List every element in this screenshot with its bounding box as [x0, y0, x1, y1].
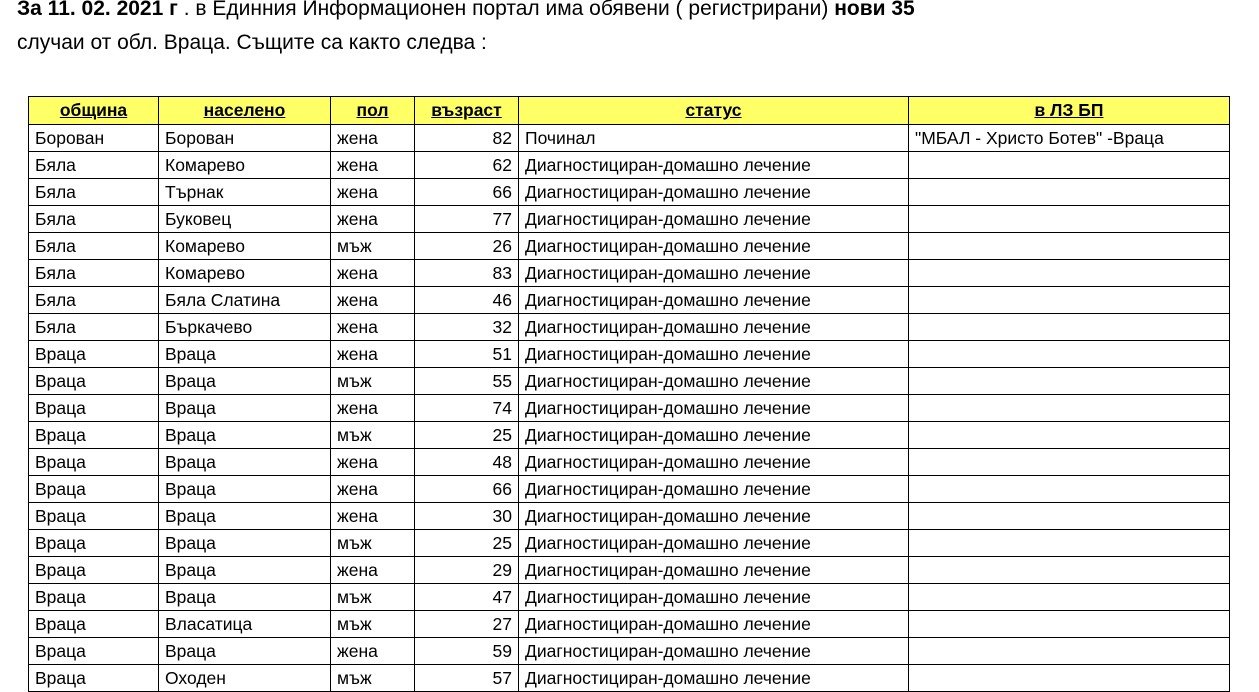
cell-status: Диагностициран-домашно лечение	[519, 368, 909, 395]
cell-municipality: Враца	[29, 584, 159, 611]
cell-hospital	[909, 638, 1230, 665]
table-row	[29, 179, 1230, 206]
cell-municipality: Бяла	[29, 179, 159, 206]
cell-status: Диагностициран-домашно лечение	[519, 503, 909, 530]
cell-age: 51	[415, 341, 519, 368]
cell-hospital	[909, 422, 1230, 449]
cell-age: 30	[415, 503, 519, 530]
cell-status: Диагностициран-домашно лечение	[519, 611, 909, 638]
table-row	[29, 152, 1230, 179]
cell-sex: жена	[331, 260, 415, 287]
table-row	[29, 314, 1230, 341]
cell-municipality: Враца	[29, 530, 159, 557]
cell-hospital	[909, 152, 1230, 179]
table-row	[29, 287, 1230, 314]
cell-municipality: Бяла	[29, 233, 159, 260]
intro-text-1: . в Единния Информационен портал има обявени ( регистрирани)	[177, 0, 835, 20]
cell-settlement: Враца	[159, 395, 331, 422]
cell-municipality: Враца	[29, 503, 159, 530]
cell-settlement: Враца	[159, 449, 331, 476]
cell-hospital	[909, 368, 1230, 395]
cell-age: 59	[415, 638, 519, 665]
cell-sex: жена	[331, 125, 415, 152]
cell-settlement: Враца	[159, 530, 331, 557]
cell-settlement: Комарево	[159, 260, 331, 287]
table-row	[29, 638, 1230, 665]
table-row	[29, 422, 1230, 449]
table-row	[29, 260, 1230, 287]
header-sex: пол	[331, 97, 415, 125]
cell-status: Починал	[519, 125, 909, 152]
cell-hospital	[909, 287, 1230, 314]
intro-new-count: нови 35	[834, 0, 915, 20]
cell-hospital	[909, 665, 1230, 692]
header-hospital: в ЛЗ БП	[909, 97, 1230, 125]
cell-sex: мъж	[331, 665, 415, 692]
cell-settlement: Буковец	[159, 206, 331, 233]
cell-status: Диагностициран-домашно лечение	[519, 449, 909, 476]
table-header-row	[29, 97, 1230, 125]
cell-settlement: Комарево	[159, 152, 331, 179]
cell-hospital	[909, 584, 1230, 611]
cell-municipality: Враца	[29, 368, 159, 395]
table-row	[29, 584, 1230, 611]
cell-age: 66	[415, 179, 519, 206]
cell-hospital: "МБАЛ - Христо Ботев" -Враца	[909, 125, 1230, 152]
cell-age: 25	[415, 530, 519, 557]
cell-status: Диагностициран-домашно лечение	[519, 665, 909, 692]
cell-settlement: Оходен	[159, 665, 331, 692]
cell-municipality: Бяла	[29, 206, 159, 233]
cell-age: 27	[415, 611, 519, 638]
table-row	[29, 449, 1230, 476]
cell-status: Диагностициран-домашно лечение	[519, 179, 909, 206]
cell-status: Диагностициран-домашно лечение	[519, 287, 909, 314]
cell-sex: жена	[331, 476, 415, 503]
intro-paragraph	[17, 0, 1247, 60]
cell-age: 47	[415, 584, 519, 611]
table-row	[29, 476, 1230, 503]
cell-sex: жена	[331, 341, 415, 368]
header-age: възраст	[415, 97, 519, 125]
cell-status: Диагностициран-домашно лечение	[519, 152, 909, 179]
cell-sex: жена	[331, 395, 415, 422]
cell-age: 46	[415, 287, 519, 314]
cell-sex: жена	[331, 287, 415, 314]
cell-municipality: Бяла	[29, 260, 159, 287]
cell-settlement: Власатица	[159, 611, 331, 638]
cell-sex: жена	[331, 314, 415, 341]
cell-settlement: Враца	[159, 638, 331, 665]
cell-sex: жена	[331, 449, 415, 476]
cell-settlement: Враца	[159, 476, 331, 503]
cell-sex: мъж	[331, 584, 415, 611]
cell-status: Диагностициран-домашно лечение	[519, 422, 909, 449]
cell-status: Диагностициран-домашно лечение	[519, 584, 909, 611]
intro-date: За 11. 02. 2021 г	[17, 0, 178, 20]
cell-settlement: Борован	[159, 125, 331, 152]
cell-age: 74	[415, 395, 519, 422]
cell-hospital	[909, 449, 1230, 476]
cell-municipality: Враца	[29, 611, 159, 638]
cell-status: Диагностициран-домашно лечение	[519, 314, 909, 341]
cell-hospital	[909, 557, 1230, 584]
cell-hospital	[909, 530, 1230, 557]
intro-text-2: случаи от обл. Враца. Същите са както следва :	[17, 31, 487, 54]
cell-municipality: Враца	[29, 422, 159, 449]
cell-sex: жена	[331, 557, 415, 584]
header-settlement: населено	[159, 97, 331, 125]
cell-status: Диагностициран-домашно лечение	[519, 233, 909, 260]
cell-status: Диагностициран-домашно лечение	[519, 395, 909, 422]
cell-municipality: Враца	[29, 557, 159, 584]
cell-status: Диагностициран-домашно лечение	[519, 341, 909, 368]
table-row	[29, 611, 1230, 638]
cell-status: Диагностициран-домашно лечение	[519, 530, 909, 557]
cell-sex: жена	[331, 152, 415, 179]
table-row	[29, 665, 1230, 692]
cell-status: Диагностициран-домашно лечение	[519, 476, 909, 503]
cell-status: Диагностициран-домашно лечение	[519, 260, 909, 287]
cell-status: Диагностициран-домашно лечение	[519, 638, 909, 665]
cell-settlement: Враца	[159, 503, 331, 530]
cell-age: 26	[415, 233, 519, 260]
cell-hospital	[909, 206, 1230, 233]
cell-sex: жена	[331, 638, 415, 665]
table-row	[29, 530, 1230, 557]
cell-age: 62	[415, 152, 519, 179]
cell-hospital	[909, 260, 1230, 287]
cell-age: 29	[415, 557, 519, 584]
cell-municipality: Враца	[29, 638, 159, 665]
cell-age: 48	[415, 449, 519, 476]
cell-municipality: Враца	[29, 449, 159, 476]
cell-hospital	[909, 611, 1230, 638]
cell-age: 77	[415, 206, 519, 233]
cell-hospital	[909, 179, 1230, 206]
cell-settlement: Враца	[159, 584, 331, 611]
cell-municipality: Бяла	[29, 287, 159, 314]
cell-status: Диагностициран-домашно лечение	[519, 557, 909, 584]
cell-settlement: Враца	[159, 557, 331, 584]
header-municipality: община	[29, 97, 159, 125]
cell-age: 66	[415, 476, 519, 503]
table-row	[29, 341, 1230, 368]
cell-hospital	[909, 503, 1230, 530]
cell-municipality: Бяла	[29, 314, 159, 341]
cell-settlement: Бяла Слатина	[159, 287, 331, 314]
table-row	[29, 395, 1230, 422]
cell-sex: мъж	[331, 422, 415, 449]
cell-municipality: Бяла	[29, 152, 159, 179]
cell-sex: мъж	[331, 233, 415, 260]
cell-sex: жена	[331, 206, 415, 233]
cell-municipality: Враца	[29, 665, 159, 692]
cell-settlement: Враца	[159, 368, 331, 395]
cell-municipality: Враца	[29, 395, 159, 422]
cell-sex: мъж	[331, 530, 415, 557]
cell-hospital	[909, 341, 1230, 368]
cell-age: 25	[415, 422, 519, 449]
table-row	[29, 125, 1230, 152]
cell-sex: мъж	[331, 611, 415, 638]
cell-municipality: Враца	[29, 476, 159, 503]
cell-settlement: Враца	[159, 341, 331, 368]
cell-settlement: Враца	[159, 422, 331, 449]
cell-settlement: Комарево	[159, 233, 331, 260]
table-row	[29, 206, 1230, 233]
cell-hospital	[909, 476, 1230, 503]
cell-municipality: Враца	[29, 341, 159, 368]
cell-sex: мъж	[331, 368, 415, 395]
cell-sex: жена	[331, 179, 415, 206]
cell-sex: жена	[331, 503, 415, 530]
table-row	[29, 557, 1230, 584]
cell-hospital	[909, 314, 1230, 341]
cell-municipality: Борован	[29, 125, 159, 152]
cell-age: 82	[415, 125, 519, 152]
cell-age: 32	[415, 314, 519, 341]
cell-settlement: Търнак	[159, 179, 331, 206]
cell-status: Диагностициран-домашно лечение	[519, 206, 909, 233]
header-status: статус	[519, 97, 909, 125]
cell-age: 55	[415, 368, 519, 395]
table-row	[29, 233, 1230, 260]
table-row	[29, 368, 1230, 395]
cell-settlement: Бъркачево	[159, 314, 331, 341]
cell-hospital	[909, 233, 1230, 260]
table-row	[29, 503, 1230, 530]
cell-age: 57	[415, 665, 519, 692]
cell-age: 83	[415, 260, 519, 287]
cell-hospital	[909, 395, 1230, 422]
cases-table	[28, 96, 1230, 692]
